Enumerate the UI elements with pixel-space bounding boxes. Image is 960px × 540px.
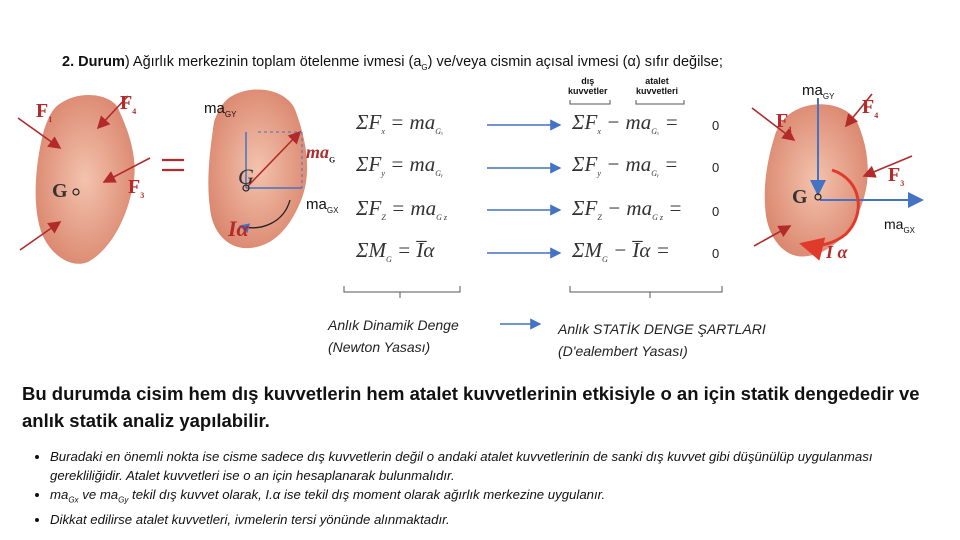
left-eq-bracket <box>344 286 460 298</box>
equation-right-row <box>572 238 670 264</box>
equation-left-row <box>356 238 434 264</box>
equation-left-row <box>356 152 443 178</box>
eq-rhs: − ma <box>600 152 652 176</box>
equation-zero: 0 <box>712 204 720 219</box>
note-item: • $ma_{Gx}$ ve $ma_{Gy}$ tekil dış kuvvet olarak, I.α ise tekil dış moment olarak ağırlık merkezine uygulanır. <box>50 485 930 510</box>
eq-rhs: = ma <box>384 110 436 134</box>
right-f3-label: $F_3$ <box>888 164 905 188</box>
eq-rhs-sub: G z <box>436 213 447 223</box>
mid-g-label: G <box>238 164 254 189</box>
left-f4-label: $F_4$ <box>120 92 137 116</box>
mid-ialpha-label: Iα <box>228 216 249 241</box>
eq-lhs-sub: y <box>597 169 601 179</box>
equation-left-row <box>356 196 447 222</box>
eq-lhs: ΣF <box>572 110 598 134</box>
eq-rhs-sub: Gᵧ <box>435 169 443 179</box>
conclusion-text: Bu durumda cisim hem dış kuvvetlerin hem atalet kuvvetlerinin etkisiyle o an için statik dengededir ve anlık statik analiz yapılabilir. <box>22 383 920 431</box>
eq-lhs: ΣF <box>572 152 598 176</box>
right-f1-label: $F_1$ <box>776 110 793 134</box>
right-magx-label: $ma_{GX}$ <box>884 216 916 235</box>
mid-magy-label: $ma_{GY}$ <box>204 100 237 119</box>
equation-right-row <box>572 152 678 178</box>
dis-kuvvetler-label: dış kuvvetler <box>568 76 608 96</box>
right-f4-label: $F_4$ <box>862 96 879 120</box>
dis-bracket <box>570 100 610 104</box>
eq-lhs: ΣF <box>356 152 382 176</box>
eq-lhs: ΣM <box>572 238 602 262</box>
eq-lhs: ΣM <box>356 238 386 262</box>
left-f3-label: $F_3$ <box>128 176 145 200</box>
eq-rhs: − ma <box>601 196 653 220</box>
eq-lhs-sub: Z <box>597 213 602 223</box>
eq-equals: = <box>663 196 683 220</box>
eq-rhs: − I̅α <box>607 238 651 262</box>
equation-zero: 0 <box>712 118 720 133</box>
eq-lhs: ΣF <box>572 196 598 220</box>
equation-zero: 0 <box>712 246 720 261</box>
left-g-label: G <box>52 180 68 202</box>
eq-equals: = <box>658 152 679 176</box>
eq-rhs: = ma <box>384 152 436 176</box>
eq-equals: = <box>650 238 670 262</box>
eq-equals: = <box>659 110 679 134</box>
newton-caption: Anlık Dinamik Denge (Newton Yasası) <box>328 317 459 355</box>
eq-lhs-sub: G <box>385 255 392 265</box>
eq-lhs-sub: Z <box>381 213 386 223</box>
eq-rhs: = I̅α <box>391 238 435 262</box>
note-item: • Dikkat edilirse atalet kuvvetleri, ivmelerin tersi yönünde alınmaktadır. <box>50 510 930 529</box>
atalet-kuvvetleri-label: atalet kuvvetleri <box>636 76 679 96</box>
left-f1-label: $F_1$ <box>36 100 53 124</box>
eq-lhs-sub: G <box>601 255 608 265</box>
transfer-arrows <box>487 125 560 253</box>
eq-rhs-sub: Gₓ <box>435 127 444 137</box>
eq-rhs-sub: Gₓ <box>651 127 660 137</box>
page-title: 2. Durum) Ağırlık merkezinin toplam ötelenme ivmesi $(a_G)$ ve/veya cismin açısal ivmesi (α) sıfır değilse; <box>62 54 723 72</box>
dalembert-caption: Anlık STATİK DENGE ŞARTLARI (D'ealembert Yasası) <box>558 321 766 359</box>
eq-lhs: ΣF <box>356 110 382 134</box>
right-ialpha-label: I α <box>826 242 848 262</box>
eq-lhs-sub: y <box>381 169 385 179</box>
equation-right-row <box>572 110 679 136</box>
mid-magx-label: $ma_{GX}$ <box>306 196 339 215</box>
eq-rhs-sub: G z <box>652 213 663 223</box>
eq-rhs: − ma <box>600 110 652 134</box>
eq-lhs-sub: x <box>597 127 601 137</box>
right-g-label: G <box>792 186 808 208</box>
eq-lhs: ΣF <box>356 196 382 220</box>
right-eq-bracket <box>570 286 722 298</box>
atalet-bracket <box>636 100 684 104</box>
eq-rhs: = ma <box>385 196 437 220</box>
right-magy-label: $ma_{GY}$ <box>802 82 835 101</box>
equation-zero: 0 <box>712 160 720 175</box>
eq-rhs-sub: Gᵧ <box>651 169 659 179</box>
eq-lhs-sub: x <box>381 127 385 137</box>
note-item: • Buradaki en önemli nokta ise cisme sadece dış kuvvetlerin değil o andaki atalet kuvvetlerinin de sanki dış kuvvet gibi düşünülüp uygulanması gerekliliğidir. Atalet kuvvetleri ise o an için hesaplanarak bulunmalıdır. <box>50 447 930 485</box>
equation-left-row <box>356 110 443 136</box>
equation-right-row <box>572 196 682 222</box>
mid-mag-label: $ma_G$ <box>306 142 336 165</box>
notes-list <box>26 447 930 529</box>
